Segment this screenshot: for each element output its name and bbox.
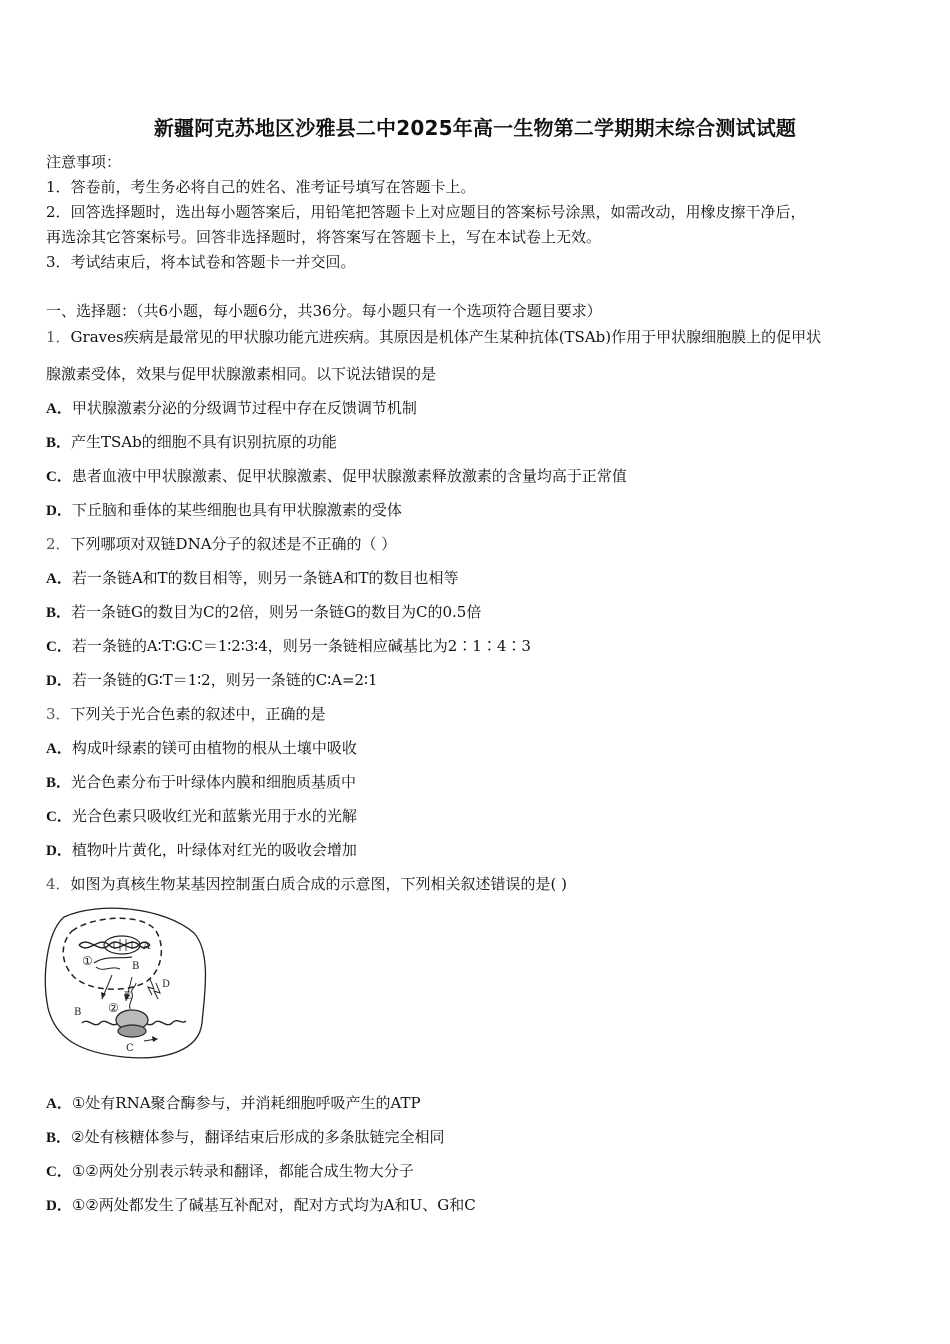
option-label: C． xyxy=(46,639,72,655)
option-b xyxy=(46,602,481,623)
option-text: 若一条链A和T的数目相等，则另一条链A和T的数目也相等 xyxy=(71,569,459,587)
question-4-stem xyxy=(46,874,567,894)
option-label: C． xyxy=(46,809,72,825)
label-a: A xyxy=(143,941,151,952)
question-text: 下列哪项对双链DNA分子的叙述是不正确的（ ） xyxy=(70,535,397,553)
option-text: ①处有RNA聚合酶参与，并消耗细胞呼吸产生的ATP xyxy=(71,1094,421,1112)
label-c: C xyxy=(126,1043,134,1054)
arrow-head xyxy=(101,992,106,999)
option-c xyxy=(46,1161,414,1182)
option-text: ①②两处分别表示转录和翻译，都能合成生物大分子 xyxy=(71,1162,414,1180)
question-text: Graves疾病是最常见的甲状腺功能亢进疾病。其原因是机体产生某种抗体(TSAb)作用于甲状腺细胞膜上的促甲状 xyxy=(70,328,822,346)
option-label: B． xyxy=(46,1130,72,1146)
option-c xyxy=(46,466,627,487)
label-circle-1: ① xyxy=(82,954,93,968)
question-number: 1． xyxy=(46,328,71,346)
option-text: 若一条链G的数目为C的2倍，则另一条链G的数目为C的0.5倍 xyxy=(71,603,482,621)
notes-item: 2．回答选择题时，选出每小题答案后，用铅笔把答题卡上对应题目的答案标号涂黑，如需改动，用橡皮擦干净后， xyxy=(46,203,806,221)
question-2-stem xyxy=(46,534,396,554)
option-text: 甲状腺激素分泌的分级调节过程中存在反馈调节机制 xyxy=(71,399,417,417)
label-d: D xyxy=(162,979,171,990)
question-text: 如图为真核生物某基因控制蛋白质合成的示意图，下列相关叙述错误的是( ) xyxy=(70,875,568,893)
figure-svg xyxy=(44,903,209,1063)
question-number: 4． xyxy=(46,875,71,893)
option-text: 光合色素只吸收红光和蓝紫光用于水的光解 xyxy=(71,807,357,825)
question-number: 3． xyxy=(46,705,71,723)
question-3-stem xyxy=(46,704,326,724)
option-a xyxy=(46,738,357,759)
option-label: A． xyxy=(46,401,72,417)
trna-d xyxy=(148,979,154,995)
option-a xyxy=(46,1093,421,1114)
option-text: 光合色素分布于叶绿体内膜和细胞质基质中 xyxy=(71,773,357,791)
option-text: 植物叶片黄化，叶绿体对红光的吸收会增加 xyxy=(71,841,357,859)
option-c xyxy=(46,806,357,827)
option-d xyxy=(46,500,402,521)
option-text: 下丘脑和垂体的某些细胞也具有甲状腺激素的受体 xyxy=(71,501,402,519)
option-b xyxy=(46,432,337,453)
section-heading: 一、选择题：（共6小题，每小题6分，共36分。每小题只有一个选项符合题目要求） xyxy=(46,302,602,320)
option-a xyxy=(46,568,459,589)
option-label: D． xyxy=(46,1198,72,1214)
question-text: 下列关于光合色素的叙述中，正确的是 xyxy=(70,705,326,723)
option-text: 若一条链的G∶T＝1∶2，则另一条链的C∶A=2∶1 xyxy=(71,671,378,689)
option-label: A． xyxy=(46,1096,72,1112)
gene-expression-figure xyxy=(44,903,209,1063)
option-label: D． xyxy=(46,843,72,859)
label-b-left: B xyxy=(74,1007,82,1018)
arrow-head xyxy=(152,1036,158,1042)
option-text: 患者血液中甲状腺激素、促甲状腺激素、促甲状腺激素释放激素的含量均高于正常值 xyxy=(71,467,627,485)
notes-item: 1．答卷前，考生务必将自己的姓名、准考证号填写在答题卡上。 xyxy=(46,178,476,196)
option-text: 若一条链的A∶T∶G∶C＝1∶2∶3∶4，则另一条链相应碱基比为2∶1∶4∶3 xyxy=(71,637,531,655)
label-b-top: B xyxy=(132,961,140,972)
label-circle-2: ② xyxy=(108,1001,119,1015)
option-label: D． xyxy=(46,503,72,519)
option-label: C． xyxy=(46,469,72,485)
question-number: 2． xyxy=(46,535,71,553)
option-text: 产生TSAb的细胞不具有识别抗原的功能 xyxy=(71,433,337,451)
option-label: A． xyxy=(46,571,72,587)
question-1-stem-cont: 腺激素受体，效果与促甲状腺激素相同。以下说法错误的是 xyxy=(46,365,437,383)
option-label: C． xyxy=(46,1164,72,1180)
option-d xyxy=(46,840,357,861)
option-label: B． xyxy=(46,775,72,791)
page-title: 新疆阿克苏地区沙雅县二中2025年高一生物第二学期期末综合测试试题 xyxy=(153,116,797,140)
mrna-strand xyxy=(96,967,120,969)
nuclear-envelope xyxy=(63,918,161,989)
ribosome-small xyxy=(118,1025,146,1037)
notes-item: 再选涂其它答案标号。回答非选择题时，将答案写在答题卡上，写在本试卷上无效。 xyxy=(46,228,602,246)
option-d xyxy=(46,1195,476,1216)
option-label: B． xyxy=(46,605,72,621)
mrna-strand xyxy=(94,957,132,963)
label-e: E xyxy=(124,991,132,1002)
option-label: A． xyxy=(46,741,72,757)
question-1-stem xyxy=(46,327,821,347)
option-label: B． xyxy=(46,435,72,451)
option-c xyxy=(46,636,531,657)
option-text: 构成叶绿素的镁可由植物的根从土壤中吸收 xyxy=(71,739,357,757)
option-text: ②处有核糖体参与，翻译结束后形成的多条肽链完全相同 xyxy=(71,1128,445,1146)
option-b xyxy=(46,1127,444,1148)
option-b xyxy=(46,772,356,793)
option-a xyxy=(46,398,417,419)
notes-heading: 注意事项： xyxy=(46,153,122,171)
trna-d2 xyxy=(154,983,160,999)
option-text: ①②两处都发生了碱基互补配对，配对方式均为A和U、G和C xyxy=(71,1196,476,1214)
option-label: D． xyxy=(46,673,72,689)
notes-item: 3．考试结束后，将本试卷和答题卡一并交回。 xyxy=(46,253,356,271)
option-d xyxy=(46,670,378,691)
